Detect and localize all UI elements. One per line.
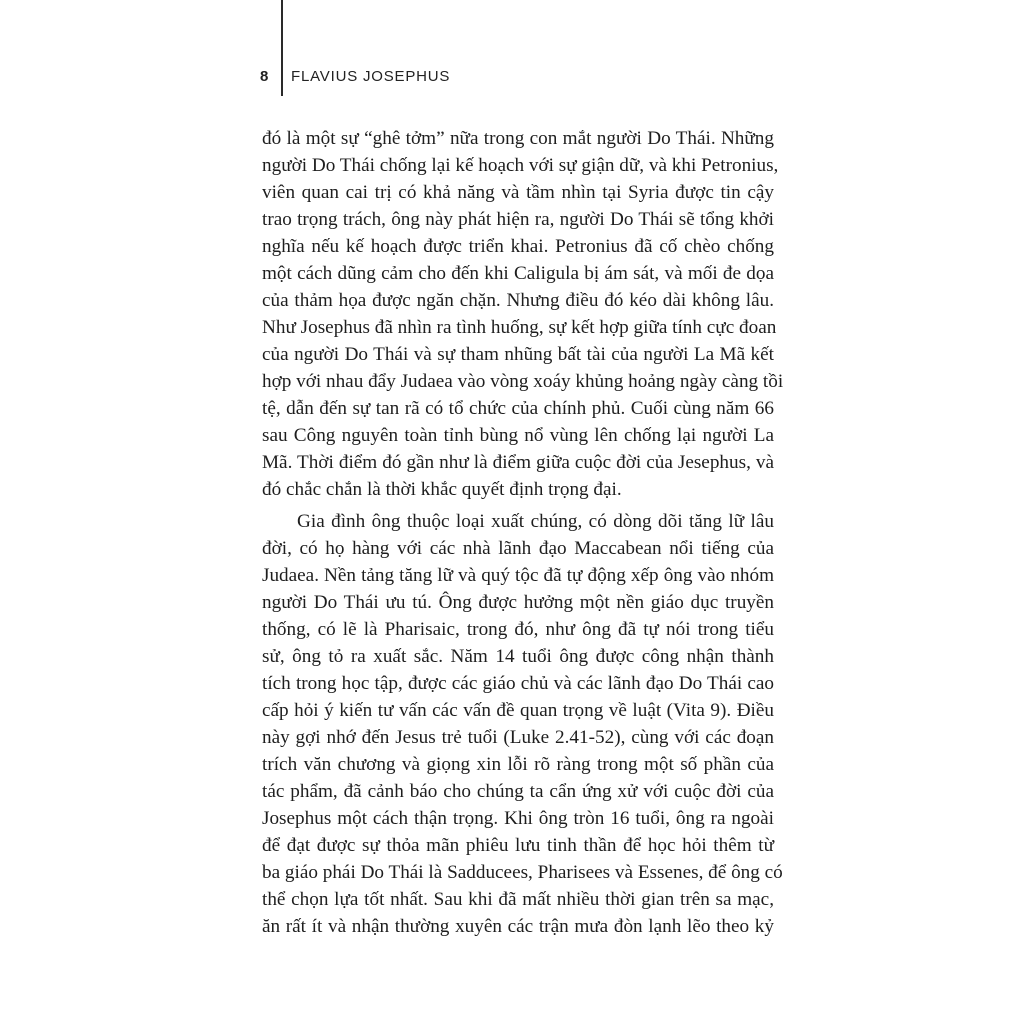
text-line: này gợi nhớ đến Jesus trẻ tuổi (Luke 2.41-52), cùng với các đoạn <box>262 727 774 748</box>
header-divider <box>281 0 283 96</box>
body-text <box>262 125 784 940</box>
text-line: Mã. Thời điểm đó gần như là điểm giữa cuộc đời của Jesephus, và <box>262 452 774 473</box>
text-line: của người Do Thái và sự tham nhũng bất tài của người La Mã kết <box>262 344 774 365</box>
text-line: đó chắc chắn là thời khắc quyết định trọng đại. <box>262 479 622 500</box>
text-line: tích trong học tập, được các giáo chủ và các lãnh đạo Do Thái cao <box>262 673 774 694</box>
text-line: đời, có họ hàng với các nhà lãnh đạo Maccabean nổi tiếng của <box>262 538 774 559</box>
text-line: hợp với nhau đẩy Judaea vào vòng xoáy khủng hoảng ngày càng tồi <box>262 371 784 392</box>
text-line: cấp hỏi ý kiến tư vấn các vấn đề quan trọng về luật (Vita 9). Điều <box>262 700 774 721</box>
text-line: Josephus một cách thận trọng. Khi ông tròn 16 tuổi, ông ra ngoài <box>262 808 774 829</box>
text-line: một cách dũng cảm cho đến khi Caligula bị ám sát, và mối đe dọa <box>262 263 774 284</box>
text-line: sau Công nguyên toàn tỉnh bùng nổ vùng lên chống lại người La <box>262 425 774 446</box>
text-line: trao trọng trách, ông này phát hiện ra, người Do Thái sẽ tổng khởi <box>262 209 774 230</box>
text-line: Gia đình ông thuộc loại xuất chúng, có dòng dõi tăng lữ lâu <box>297 511 774 532</box>
paragraph-2 <box>262 508 783 940</box>
paragraph-1 <box>262 125 784 503</box>
text-line: ba giáo phái Do Thái là Sadducees, Pharisees và Essenes, để ông có <box>262 862 783 883</box>
text-line: tác phẩm, đã cảnh báo cho chúng ta cẩn ứng xử với cuộc đời của <box>262 781 774 802</box>
text-line: nghĩa nếu kế hoạch được triển khai. Petronius đã cố chèo chống <box>262 236 774 257</box>
text-line: Judaea. Nền tảng tăng lữ và quý tộc đã tự động xếp ông vào nhóm <box>262 565 774 586</box>
text-line: thống, có lẽ là Pharisaic, trong đó, như ông đã tự nói trong tiểu <box>262 619 774 640</box>
text-line: người Do Thái ưu tú. Ông được hưởng một nền giáo dục truyền <box>262 592 774 613</box>
text-line: ăn rất ít và nhận thường xuyên các trận mưa đòn lạnh lẽo theo kỷ <box>262 916 774 937</box>
text-line: trích văn chương và giọng xin lỗi rõ ràng trong một số phần của <box>262 754 774 775</box>
text-line: thể chọn lựa tốt nhất. Sau khi đã mất nhiều thời gian trên sa mạc, <box>262 889 774 910</box>
text-line: đó là một sự “ghê tởm” nữa trong con mắt người Do Thái. Những <box>262 128 774 149</box>
text-line: viên quan cai trị có khả năng và tầm nhìn tại Syria được tin cậy <box>262 182 774 203</box>
text-line: để đạt được sự thỏa mãn phiêu lưu tinh thần để học hỏi thêm từ <box>262 835 774 856</box>
text-line: Như Josephus đã nhìn ra tình huống, sự kết hợp giữa tính cực đoan <box>262 317 777 338</box>
text-line: tệ, dẫn đến sự tan rã có tổ chức của chính phủ. Cuối cùng năm 66 <box>262 398 774 419</box>
text-line: sử, ông tỏ ra xuất sắc. Năm 14 tuổi ông được công nhận thành <box>262 646 774 667</box>
text-line: của thảm họa được ngăn chặn. Nhưng điều đó kéo dài không lâu. <box>262 290 774 311</box>
running-title: FLAVIUS JOSEPHUS <box>291 68 451 85</box>
text-line: người Do Thái chống lại kế hoạch với sự giận dữ, và khi Petronius, <box>262 155 779 176</box>
page-number: 8 <box>260 68 269 85</box>
